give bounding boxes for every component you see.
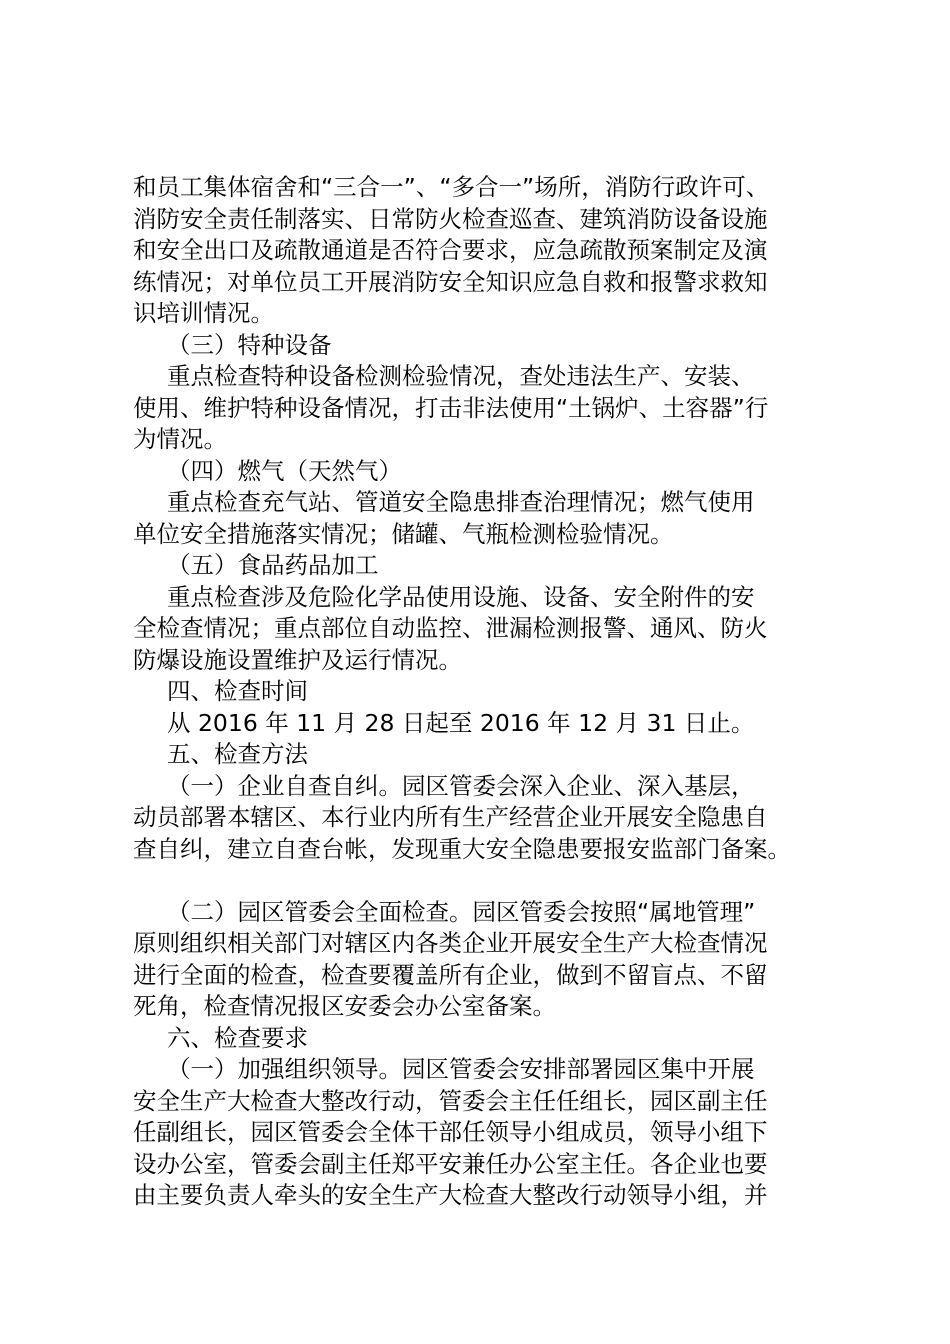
section-heading: 六、检查要求: [167, 1023, 308, 1052]
paragraph-line: 重点检查涉及危险化学品使用设施、设备、安全附件的安: [167, 582, 755, 611]
paragraph-line: 安全生产大检查大整改行动，管委会主任任组长，园区副主任: [133, 1086, 768, 1115]
paragraph-line: 死角，检查情况报区安委会办公室备案。: [133, 992, 556, 1020]
paragraph-line: 从 2016 年 11 月 28 日起至 2016 年 12 月 31 日止。: [167, 708, 755, 737]
paragraph-line: （二）园区管委会全面检查。园区管委会按照“属地管理”: [167, 897, 756, 926]
blank-line: [133, 865, 833, 897]
paragraph-line: （一）企业自查自纠。园区管委会深入企业、深入基层，: [167, 771, 755, 800]
paragraph-line: （一）加强组织领导。园区管委会安排部署园区集中开展: [167, 1055, 755, 1083]
paragraph-line: 任副组长，园区管委会全体干部任领导小组成员，领导小组下: [133, 1118, 768, 1146]
paragraph-line: 动员部署本辖区、本行业内所有生产经营企业开展安全隐患自: [133, 803, 768, 831]
paragraph-line: 识培训情况。: [133, 299, 274, 327]
paragraph-line: 由主要负责人牵头的安全生产大检查大整改行动领导小组，并: [133, 1181, 768, 1209]
paragraph-line: 和安全出口及疏散通道是否符合要求，应急疏散预案制定及演: [133, 236, 768, 264]
paragraph-line: 查自纠，建立自查台帐，发现重大安全隐患要报安监部门备案。: [133, 834, 791, 863]
paragraph-line: 和员工集体宿舍和“三合一”、“多合一”场所，消防行政许可、: [133, 173, 770, 201]
paragraph-line: 原则组织相关部门对辖区内各类企业开展安全生产大检查情况: [133, 929, 768, 957]
paragraph-line: 为情况。: [133, 425, 227, 453]
section-heading: 五、检查方法: [167, 740, 308, 768]
section-heading: （四）燃气（天然气）: [167, 456, 402, 485]
paragraph-line: 练情况；对单位员工开展消防安全知识应急自救和报警求救知: [133, 267, 768, 296]
paragraph-line: 消防安全责任制落实、日常防火检查巡查、建筑消防设备设施: [133, 204, 768, 233]
paragraph-line: 全检查情况；重点部位自动监控、泄漏检测报警、通风、防火: [133, 614, 768, 642]
paragraph-line: 重点检查特种设备检测检验情况，查处违法生产、安装、: [167, 362, 755, 390]
paragraph-line: 设办公室，管委会副主任郑平安兼任办公室主任。各企业也要: [133, 1149, 768, 1178]
paragraph-line: 使用、维护特种设备情况，打击非法使用“土锅炉、土容器”行: [133, 393, 769, 422]
document-body: [133, 172, 833, 1212]
paragraph-line: 单位安全措施落实情况；储罐、气瓶检测检验情况。: [133, 519, 674, 548]
section-heading: （三）特种设备: [167, 330, 332, 359]
paragraph-line: 进行全面的检查，检查要覆盖所有企业，做到不留盲点、不留: [133, 960, 768, 989]
paragraph-line: 重点检查充气站、管道安全隐患排查治理情况；燃气使用: [167, 488, 755, 516]
section-heading: （五）食品药品加工: [167, 551, 379, 579]
section-heading: 四、检查时间: [167, 677, 308, 705]
paragraph-line: 防爆设施设置维护及运行情况。: [133, 645, 462, 674]
